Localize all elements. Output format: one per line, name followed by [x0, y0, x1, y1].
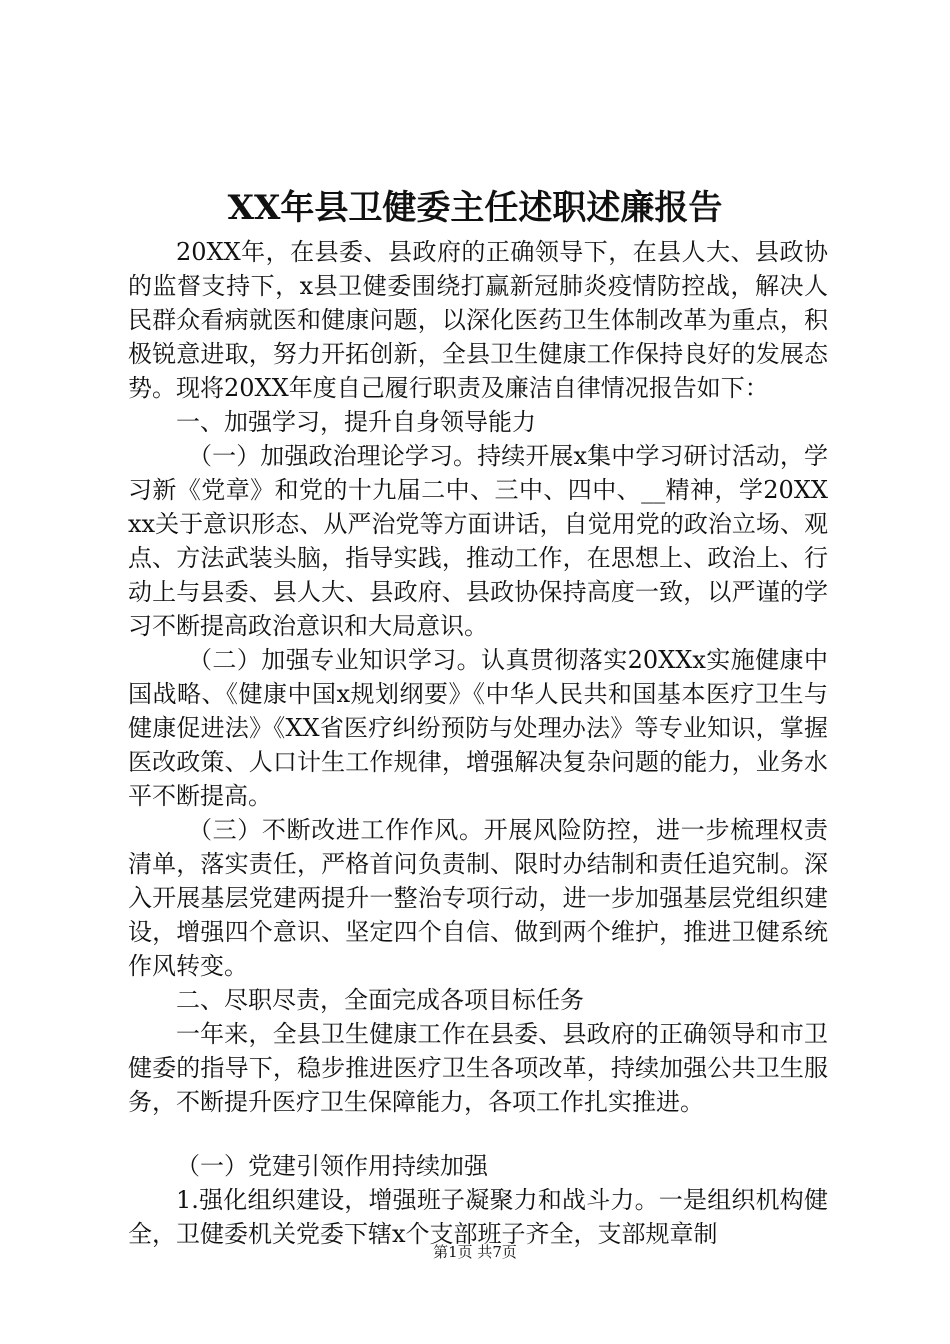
paragraph-spacer: [128, 1119, 828, 1149]
document-body: [128, 235, 828, 1251]
subsection-paragraph-3: （三）不断改进工作作风。开展风险防控，进一步梳理权责清单，落实责任，严格首问负责制、限时办结制和责任追究制。深入开展基层党建两提升一整治专项行动，进一步加强基层党组织建设，增强四个意识、坚定四个自信、做到两个维护，推进卫健系统作风转变。: [128, 816, 828, 980]
section-heading-2: 二、尽职尽责，全面完成各项目标任务: [176, 986, 584, 1014]
subsection-heading: （一）党建引领作用持续加强: [176, 1152, 488, 1180]
subsection-paragraph-2: （二）加强专业知识学习。认真贯彻落实20XXx实施健康中国战略、《健康中国x规划纲要》《中华人民共和国基本医疗卫生与健康促进法》《XX省医疗纠纷预防与处理办法》等专业知识，掌握医改政策、人口计生工作规律，增强解决复杂问题的能力，业务水平不断提高。: [128, 646, 828, 810]
section-heading-1: 一、加强学习，提升自身领导能力: [176, 408, 536, 436]
section-2-paragraph: 一年来，全县卫生健康工作在县委、县政府的正确领导和市卫健委的指导下，稳步推进医疗卫生各项改革，持续加强公共卫生服务，不断提升医疗卫生保障能力，各项工作扎实推进。: [128, 1020, 828, 1116]
intro-paragraph: 20XX年，在县委、县政府的正确领导下，在县人大、县政协的监督支持下，x县卫健委围绕打赢新冠肺炎疫情防控战，解决人民群众看病就医和健康问题，以深化医药卫生体制改革为重点，积极锐意进取，努力开拓创新，全县卫生健康工作保持良好的发展态势。现将20XX年度自己履行职责及廉洁自律情况报告如下：: [128, 238, 828, 402]
document-title: XX年县卫健委主任述职述廉报告: [227, 188, 723, 228]
subsection-paragraph-1: （一）加强政治理论学习。持续开展x集中学习研讨活动，学习新《党章》和党的十九届二中、三中、四中、__精神，学20XXxx关于意识形态、从严治党等方面讲话，自觉用党的政治立场、观点、方法武装头脑，指导实践，推动工作，在思想上、政治上、行动上与县委、县人大、县政府、县政协保持高度一致，以严谨的学习不断提高政治意识和大局意识。: [128, 442, 828, 640]
numbered-paragraph: 1.强化组织建设，增强班子凝聚力和战斗力。一是组织机构健全，卫健委机关党委下辖x个支部班子齐全，支部规章制: [128, 1186, 828, 1248]
page-footer: 第1页 共7页: [433, 1243, 517, 1261]
